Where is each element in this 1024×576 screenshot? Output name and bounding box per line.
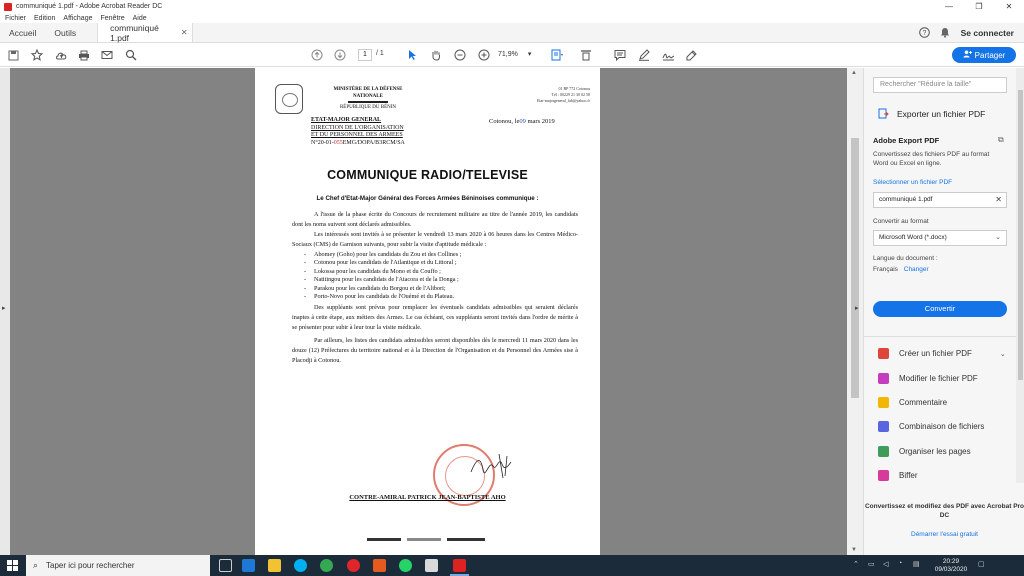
ministry-line-1: MINISTÈRE DE LA DÉFENSE	[333, 87, 403, 92]
list-item: - Lokossa pour les candidats du Mono et du Couffo ;	[304, 268, 578, 276]
keyboard-icon[interactable]: ▤	[913, 561, 920, 568]
export-pdf-header[interactable]	[878, 108, 985, 119]
pen-icon[interactable]	[637, 48, 651, 62]
clear-file-icon[interactable]: ✕	[995, 195, 1002, 204]
contact-address: 01 BP 772 Cotonou	[558, 86, 590, 91]
mail-icon[interactable]	[100, 48, 114, 62]
page-total: / 1	[376, 50, 384, 57]
upload-cloud-icon[interactable]	[54, 48, 68, 62]
emg-reference	[311, 140, 405, 148]
scroll-up-icon[interactable]: ▲	[851, 70, 857, 76]
paragraph-3: Des suppléants sont prévus pour remplacer les éventuels candidats admissibles qui seraient déclarés inaptes à cette étape, aux métiers des Armes. Le cas échéant, ces suppléants seront invités dans l'ordre de mérite à se présenter pour subir à leur tour la visite médicale.	[292, 304, 578, 332]
windows-start-icon[interactable]	[7, 560, 18, 571]
document-subtitle: Le Chef d'Etat-Major Général des Forces Armées Béninoises communique :	[316, 195, 539, 202]
expand-left-icon[interactable]: ▸	[2, 305, 6, 312]
selected-file-name: communiqué 1.pdf	[879, 196, 933, 203]
hand-tool-icon[interactable]	[429, 48, 443, 62]
tool-edit-pdf[interactable]	[878, 373, 978, 384]
comment-tool-icon	[878, 397, 889, 408]
export-section-title: Adobe Export PDF	[873, 136, 940, 145]
chevron-down-icon[interactable]: ⌄	[999, 350, 1006, 358]
tool-label: Modifier le fichier PDF	[899, 374, 978, 383]
emg-ref-number: 055	[333, 139, 343, 146]
window-title: communiqué 1.pdf - Adobe Acrobat Reader DC	[16, 3, 163, 10]
contact-email: Etat-majorgeneral_fab@yahoo.fr	[536, 98, 590, 103]
select-cursor-icon[interactable]	[405, 48, 419, 62]
notification-icon[interactable]: ▢	[978, 561, 985, 568]
taskbar-search-input[interactable]	[26, 555, 210, 576]
menu-aide[interactable]: Aide	[132, 14, 147, 22]
convert-to-label: Convertir au format	[873, 218, 929, 225]
emg-line-2: DIRECTION DE L'ORGANISATION	[311, 124, 404, 131]
tool-comment[interactable]	[878, 397, 947, 408]
cms-list	[304, 251, 578, 301]
tool-label: Biffer	[899, 471, 918, 480]
scroll-down-icon[interactable]: ▼	[851, 547, 857, 553]
previous-page-icon[interactable]	[310, 48, 324, 62]
contact-block	[510, 86, 590, 104]
paragraph-1: A l'issue de la phase écrite du Concours de recrutement militaire au titre de l'année 2019, les candidats dont les noms suivent sont déclarés admissibles.	[292, 211, 578, 228]
redact-icon	[878, 470, 889, 481]
menu-edition[interactable]: Edition	[34, 14, 56, 22]
opera-icon[interactable]	[347, 559, 360, 572]
tab-tools[interactable]: Outils	[54, 27, 77, 38]
sign-icon[interactable]	[661, 48, 675, 62]
next-page-icon[interactable]	[333, 48, 347, 62]
close-tab-icon[interactable]: ✕	[180, 28, 188, 37]
pane-divider	[864, 336, 1024, 337]
mail-app-icon[interactable]	[425, 559, 438, 572]
footer-bar	[447, 538, 485, 541]
zoom-out-icon[interactable]	[453, 48, 467, 62]
list-item: - Abomey (Goho) pour les candidats du Zou et des Collines ;	[304, 251, 578, 259]
pro-promo-text: Convertissez et modifiez des PDF avec Acrobat Pro DC	[864, 503, 1024, 519]
tool-label: Créer un fichier PDF	[899, 349, 972, 358]
minimize-button[interactable]: —	[945, 2, 953, 11]
footer-bar	[367, 538, 401, 541]
chrome-icon[interactable]	[320, 559, 333, 572]
task-view-icon[interactable]	[219, 559, 232, 572]
zoom-select[interactable]	[498, 49, 538, 61]
acrobat-taskbar-icon[interactable]	[453, 559, 466, 572]
ministry-header	[323, 86, 413, 111]
tabs-row	[0, 23, 1024, 43]
menu-bar	[0, 13, 1024, 23]
skype-icon[interactable]	[294, 559, 307, 572]
title-bar	[0, 0, 1024, 13]
menu-affichage[interactable]: Affichage	[63, 14, 93, 22]
organize-pages-icon	[878, 446, 889, 457]
header-divider	[348, 101, 388, 103]
tool-label: Commentaire	[899, 398, 948, 407]
share-button[interactable]	[952, 47, 1016, 63]
tab-document[interactable]	[97, 23, 193, 42]
search-icon: ⌕	[33, 560, 39, 570]
paragraph-4: Par ailleurs, les listes des candidats admissibles seront disponibles dès le mercredi 11 mars 2020 dans les douze (12) Préfectures du territoire national et à la Direction de l'Organisation et du Personnel des Armées sise à Placodji à Cotonou.	[292, 337, 578, 365]
whatsapp-icon[interactable]	[399, 559, 412, 572]
date-suffix: mars 2019	[525, 118, 555, 125]
signature-icon	[469, 452, 519, 482]
emg-line-3: ET DU PERSONNEL DES ARMEES	[311, 132, 403, 138]
collapse-right-icon[interactable]: ▸	[855, 305, 859, 312]
zoom-value: 71,9%	[498, 51, 518, 58]
clock-date: 09/03/2020	[934, 566, 968, 573]
list-item: - Natitingou pour les candidats de l'Atacora et de la Donga ;	[304, 276, 578, 284]
search-icon[interactable]	[124, 48, 138, 62]
zoom-in-icon[interactable]	[477, 48, 491, 62]
tool-label: Combinaison de fichiers	[899, 422, 985, 431]
paragraph-2: Les intéressés sont invités à se présenter le vendredi 13 mars 2020 à 06 heures dans les Centres Médico-Sociaux (CMS) de Garnison suivants, pour subir la visite d'aptitude médicale :	[292, 231, 578, 248]
language-row	[873, 266, 929, 273]
clock-time: 20:29	[942, 558, 960, 565]
date-day: 09	[519, 118, 526, 125]
list-item: - Parakou pour les candidats du Borgou et de l'Alibori;	[304, 285, 578, 293]
language-value: Français	[873, 266, 898, 273]
tool-label: Organiser les pages	[899, 447, 971, 456]
firefox-icon[interactable]	[373, 559, 386, 572]
menu-fenetre[interactable]: Fenêtre	[100, 14, 125, 22]
convert-format-value: Microsoft Word (*.docx)	[879, 234, 947, 241]
comment-icon[interactable]	[613, 48, 627, 62]
select-pdf-link[interactable]: Sélectionner un fichier PDF	[873, 179, 953, 186]
bell-icon[interactable]	[935, 23, 955, 42]
free-trial-link[interactable]: Démarrer l'essai gratuit	[911, 531, 978, 538]
acrobat-icon	[4, 3, 12, 11]
create-pdf-icon	[878, 348, 889, 359]
svg-text:?: ?	[922, 30, 927, 37]
network-icon[interactable]: ▭	[868, 561, 875, 568]
document-date	[489, 118, 555, 125]
contact-phone: Tél : 00229 21 30 02 58	[551, 92, 590, 97]
tool-redact[interactable]	[878, 470, 918, 481]
taskbar	[0, 555, 1024, 576]
toolbar	[0, 43, 1024, 67]
emg-ref-suffix: EMG/DOPA/B3RCM/SA	[342, 139, 405, 146]
file-explorer-icon[interactable]	[268, 559, 281, 572]
footer-bars	[367, 538, 487, 541]
signer-name: CONTRE-AMIRAL PATRICK JEAN-BAPTISTE AHO	[349, 494, 506, 501]
edge-icon[interactable]	[242, 559, 255, 572]
copy-icon[interactable]: ⧉	[998, 135, 1004, 144]
tool-create-pdf[interactable]	[878, 348, 1006, 359]
close-window-button[interactable]: ✕	[1005, 2, 1013, 11]
tab-document-label: communiqué 1.pdf	[110, 22, 159, 43]
tool-organize-pages[interactable]	[878, 446, 971, 457]
language-label: Langue du document :	[873, 255, 938, 262]
pane-scrollbar-thumb[interactable]	[1018, 90, 1023, 380]
selected-file-field[interactable]	[873, 192, 1007, 208]
fill-sign-icon[interactable]	[685, 48, 699, 62]
list-item: - Cotonou pour les candidats de l'Atlantique et du Littoral ;	[304, 259, 578, 267]
maximize-button[interactable]: ❐	[975, 2, 983, 11]
sign-in-button[interactable]: Se connecter	[960, 27, 1014, 38]
date-prefix: Cotonou, le	[489, 118, 520, 125]
export-section-description: Convertissez des fichiers PDF au format Word ou Excel en ligne.	[873, 151, 990, 167]
page-display-icon[interactable]	[550, 48, 564, 62]
save-icon[interactable]	[6, 48, 20, 62]
change-language-link[interactable]: Changer	[903, 266, 929, 273]
tray-chevron-icon[interactable]: ⌃	[853, 561, 859, 568]
convert-button[interactable]: Convertir	[873, 301, 1007, 317]
left-panel-toggle[interactable]	[0, 68, 10, 555]
page-number-input[interactable]: 1	[358, 49, 372, 61]
help-icon[interactable]	[915, 23, 935, 42]
star-icon[interactable]	[30, 48, 44, 62]
tool-combine-files[interactable]	[878, 421, 984, 432]
convert-format-select[interactable]	[873, 230, 1007, 246]
pdf-page	[255, 68, 600, 555]
scroll-mode-icon[interactable]	[579, 48, 593, 62]
emg-header	[311, 117, 405, 147]
volume-icon[interactable]: ◁	[883, 561, 889, 568]
ministry-line-2: NATIONALE	[353, 94, 383, 99]
list-item: - Porto-Novo pour les candidats de l'Ouémé et du Plateau.	[304, 293, 578, 301]
system-clock[interactable]	[931, 558, 971, 574]
emg-ref-prefix: N°20-01-	[311, 139, 334, 146]
print-icon[interactable]	[77, 48, 91, 62]
combine-files-icon	[878, 421, 889, 432]
emg-line-1: ETAT-MAJOR GENERAL	[311, 117, 382, 123]
export-pdf-icon	[878, 108, 889, 119]
chevron-down-icon: ⌄	[995, 234, 1001, 241]
republic-crest-icon	[275, 84, 303, 114]
menu-fichier[interactable]: Fichier	[5, 14, 27, 22]
edit-pdf-icon	[878, 373, 889, 384]
tab-home[interactable]: Accueil	[9, 27, 37, 38]
document-title: COMMUNIQUE RADIO/TELEVISE	[327, 168, 528, 182]
document-body	[292, 210, 578, 366]
chevron-down-icon: ▾	[527, 51, 532, 58]
share-label: Partager	[974, 50, 1006, 60]
footer-bar	[407, 538, 441, 541]
wifi-icon[interactable]: ◔	[898, 560, 903, 567]
tools-search-input[interactable]: Rechercher "Réduire la taille"	[873, 77, 1007, 93]
pane-scrollbar[interactable]	[1016, 68, 1024, 483]
right-tools-pane	[863, 68, 1024, 555]
right-panel-toggle[interactable]	[853, 68, 863, 555]
taskbar-search-placeholder: Taper ici pour rechercher	[46, 561, 135, 570]
export-pdf-label: Exporter un fichier PDF	[897, 108, 986, 119]
republic-line: RÉPUBLIQUE DU BÉNIN	[339, 105, 397, 110]
add-user-icon	[963, 50, 972, 60]
